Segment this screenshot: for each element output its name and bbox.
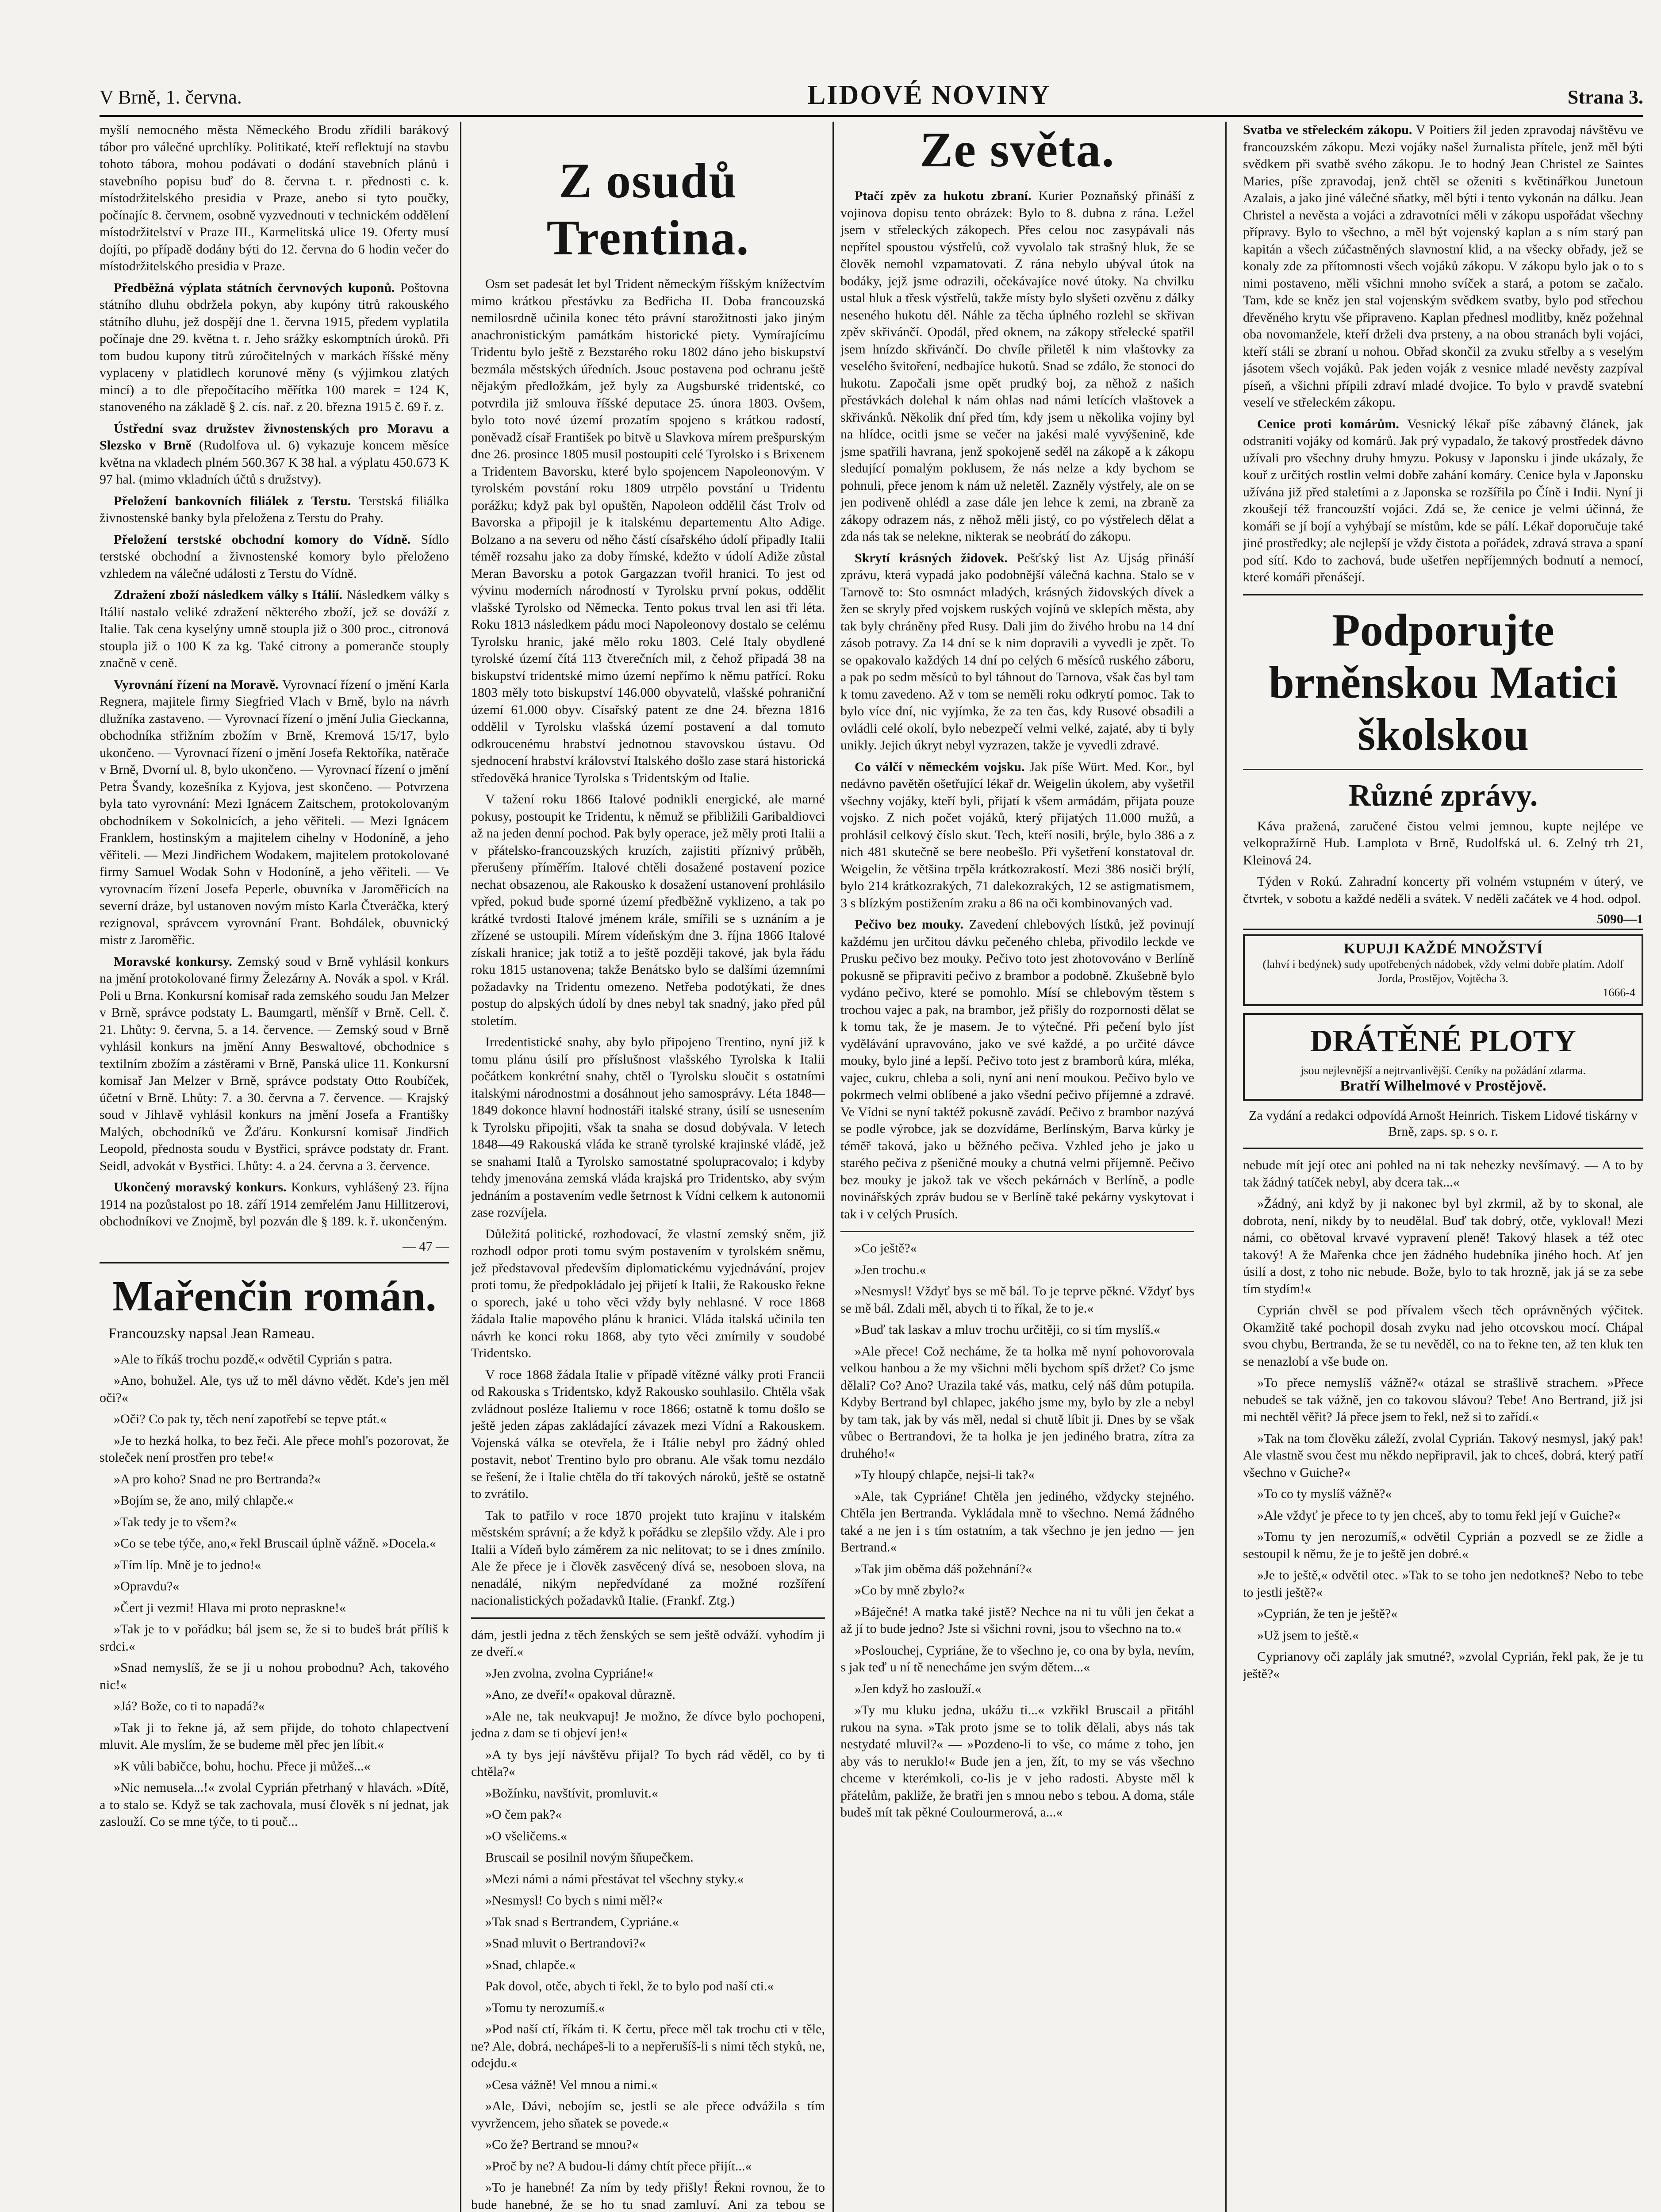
column-divider [832,122,834,2212]
dialogue-line: »Já? Bože, co ti to napadá?« [114,1699,265,1713]
article-paragraph: Tak to patřilo v roce 1870 projekt tuto krajinu v italském městském správní; a že když k pořádku se zlepšilo vždy. Ale i pro Italii a Vídeň bylo záměrem za nic nelitovat; to se i dnes zmínilo. Ale že přece je i člověk zasvěcený dívá se, nesoboen slova, na nenadálé, nikým nepředvídané za možné rozšíření nacionalistických požadavků Italie. (Frankf. Ztg.) [471,1508,825,1608]
ad-title: KUPUJI KAŽDÉ MNOŽSTVÍ [1343,941,1543,957]
dialogue-line: »Mezi námi a námi přestávat tel všechny styky.« [485,1871,744,1886]
matice-banner: Podporujte brněnskou Matici školskou [1269,604,1618,760]
dialogue-line: »A ty bys její návštěvu přijal? To bych rád věděl, co by ti chtěla?« [471,1747,825,1779]
dialogue-line: »Snad nemyslíš, že se ji u nohou probodnu? Ach, takového nic!« [100,1660,449,1692]
dialogue-line: nebude mít její otec ani pohled na ni tak nehezky nevšímavý. — A to by tak žádný tatíček nebyl, aby dcera tak...« [1243,1158,1643,1190]
dialogue-line: »O všeličems.« [485,1828,567,1843]
dialogue-line: »Ale, tak Cypriáne! Chtěla jen jediného, vždycky stejného. Chtěla jen Bertranda. Vykládala mně to všechno. Nemá žádného také a ne jen i s tím ostatním, a tak všechno je jen jedno — jen Bertrand.« [840,1489,1194,1555]
article-heading: Zdražení zboží následkem války s Itálií. [114,588,343,602]
dialogue-line: »Ty hloupý chlapče, nejsi-li tak?« [855,1467,1035,1482]
article-text: Jak píše Würt. Med. Kor., byl nedávno pavětěn ošetřující lékař dr. Weigelin úkolem, aby vyšetřil všechny vojáky, kteří byli, přijatí k všem armádám, přijata pouze vojsko. Z nich počet vojáků, který přijatých 11.000 mužů, a prohlásil celkový číslo skut. Tech, kteří nosili, brýle, bylo 386 a z nich 481 skutečně se bere neobešlo. Při vyšetření konstatoval dr. Weigelin, že většina trpěla krátkozrakostí. Mezi 386 nosiči brýlí, bylo 214 krátkozrakých, 71 dalekozrakých, 12 se astigmatismem, 3 s blízkým postižením zraku a 86 na oči kombinovaných vad. [840,759,1194,910]
dialogue-line: Pak dovol, otče, abych ti řekl, že to bylo pod naší cti.« [485,1979,774,1993]
dialogue-line: »Ale, Dávi, nebojím se, jestli se ale přece odvážila s tím vyvržencem, jeho sňatek se povede.« [471,2099,825,2131]
page-header [100,66,1648,111]
section-title: Různé zprávy. [1348,778,1538,813]
article-text: (Rudolfova ul. 6) vykazuje koncem měsíce května na vkladech plném 560.367 K 38 hal. a výplatu 450.673 K 97 hal. (mimo vkladních účtů s družstvy). [100,438,449,487]
column-1 [100,122,449,2212]
dialogue-line: »Tak na tom člověku záleží, zvolal Cyprián. Takový nesmysl, jaký pak! Ale vlastně svou čest mu někdo nepřipravil, jak to chceš, dobrá, který patří všechno v Guiche?« [1243,1431,1643,1480]
article-heading: Pečivo bez mouky. [855,917,963,932]
news-item: Káva pražená, zaručené čistou velmi jemnou, kupte nejlépe ve velkopražírně Hub. Lamplota v Brně, Rudolfská ul. 6. Zelný trh 21, Kleinová 24. [1243,818,1643,868]
ad-box [1243,934,1643,1006]
dialogue-line: »Je to ještě,« odvětil otec. »Tak to se toho jen nedotkneš? Nebo to tebe to jestli ještě?« [1243,1568,1643,1600]
separator [471,1617,825,1619]
separator [1243,1148,1643,1149]
dialogue-line: »Nic nemusela...!« zvolal Cyprián přetrhaný v hlavách. »Dítě, a to stalo se. Když se tak zachovala, musí člověk s ní jednat, jak zaslouží. Co se mne týče, to ti pouč... [100,1780,449,1829]
article-paragraph: myšlí nemocného města Německého Brodu zřídili barákový tábor pro válečné uprchlíky. Politikaté, kteří reflektují na stavbu tohoto tábora, mohou podávati o dodání stavebních plánů i stavebního popisu buď do 8. června t. r. přednosti c. k. místodržitelského presidia v Praze, anebo si tyto poučky, počínajíc 8. červnem, osobně vyzvednouti v technickém oddělení místodržitelství v Praze III., Karmelitská ulice 19. Oferty musí dojíti, po případě dodány býti do 12. června do 6 hodin večer do místodržitelského presidia v Praze. [100,123,449,273]
dialogue-line: »Tak tedy je to všem?« [114,1514,237,1529]
article-heading: Moravské konkursy. [114,954,232,969]
separator [1243,594,1643,595]
article-heading: Předběžná výplata státních červnových kuponů. [114,280,395,295]
dialogue-line: »Tak snad s Bertrandem, Cypriáne.« [485,1914,679,1929]
dialogue-line: »Proč by ne? A budou-li dámy chtít přece přijít...« [485,2158,752,2174]
dialogue-line: »To přece nemyslíš vážně?« otázal se strašlivě strachem. »Přece nebudeš se tak vážně, jen co takovou slávou? Tebe! Ano Bertrand, již jsi mi nechtěl věřit? Já přece jsem to řekl, než si to zařídí.« [1243,1375,1643,1424]
article-heading: Přeložení terstské obchodní komory do Vídně. [114,532,411,547]
dialogue-line: »Oči? Co pak ty, těch není zapotřebí se tepve ptát.« [114,1412,387,1426]
dialogue-line: »Tak jim oběma dáš požehnání?« [855,1561,1032,1576]
dialogue-line: »K vůli babičce, bohu, hochu. Přece ji můžeš...« [114,1759,371,1774]
ad-title: DRÁTĚNÉ PLOTY [1310,1024,1576,1058]
dialogue-line: »Nesmysl! Vždyť bys se mě bál. To je teprve pěkné. Vždyť bys se mě bál. Zdali měl, abych ti to říkal, že to je.« [840,1284,1194,1316]
column-4 [1243,122,1643,2212]
article-text: Poštovna státního dluhu obdržela pokyn, aby kupóny titrů rakouského státního dluhu, jež dospějí dne 1. června 1915, předem vyplatila počínaje dne 29. května t. r. Jeho srážky eskomptních úroků. Při tom budou kupony titrů zúročitelných v markách říšské měny vyplaceny v platidlech korunové měny (s výjimkou zlatých mincí) a to dle přepočítacího měřítka 100 marek = 124 K, stanoveného na základě § 2. cís. nař. z 20. března 1915 č. 69 ř. z. [100,280,449,414]
dialogue-line: »Co se tebe týče, ano,« řekl Bruscail úplně vážně. »Docela.« [114,1536,436,1551]
article-heading: Ústřední svaz družstev živnostenských pro Moravu a Slezsko v Brně [100,421,449,453]
dialogue-line: »Poslouchej, Cypriáne, že to všechno je, co ona by byla, nevím, s jak teď u ní tě nenecháme jen svým dětem...« [840,1643,1194,1674]
column-divider [460,122,461,2212]
dialogue-line: Cyprián chvěl se pod přívalem všech těch oprávněných výčitek. Okamžitě také pochopil dosah zvyku nad jeho otcovskou mocí. Chápal svou chybu, Bertranda, že se tu nevěděl, co na to řekne ten, až ten kluk ten se nenazlobí a vše bude on. [1243,1303,1643,1369]
dialogue-line: dám, jestli jedna z těch ženských se sem ještě odváží. vyhodím ji ze dveří.« [471,1627,825,1659]
article-heading: Cenice proti komárům. [1257,416,1399,431]
dialogue-line: »O čem pak?« [485,1807,562,1822]
ad-box [1243,1013,1643,1101]
column-3 [840,122,1194,2212]
dialogue-line: »A pro koho? Snad ne pro Bertranda?« [114,1471,321,1486]
dialogue-line: »Co že? Bertrand se mnou?« [485,2137,639,2152]
dialogue-line: »Ale to říkáš trochu pozdě,« odvětil Cyprián s patra. [114,1352,392,1367]
dialogue-line: »Tomu ty nerozumíš.« [485,2000,605,2015]
article-heading: Ptačí zpěv za hukotu zbraní. [855,188,1032,203]
ad-number: 1666-4 [1603,986,1635,999]
dialogue-line: »Jen když ho zaslouží.« [855,1681,982,1696]
dialogue-line: »Báječné! A matka také jistě? Nechce na ni tu vůli jen čekat a až jí to bude jedno? Jste si všichni rovni, jsou to všechno na to.« [840,1604,1194,1636]
article-text: Terstská filiálka živnostenské banky byla přeložena z Terstu do Prahy. [100,493,449,525]
dialogue-line: »Je to hezká holka, to bez řeči. Ale přece mohl's pozorovat, že stoleček není prostřen pro tebe!« [100,1433,449,1465]
dialogue-line: »Ale ne, tak neukvapuj! Je možno, že dívce bylo pochopeni, jedna z dam se ti objeví jen!« [471,1709,825,1740]
article-text: Pešťský list Az Ujság přináší zprávu, která vypadá jako podobnější válečná kachna. Stalo se v Tarnově to: Sto osmnáct mladých, krásných židovských dívek a žen se skryly před vojskem ruských vojínů ve sklepích města, aby tak byly chráněny před Rusy. Dali jim do živého hrobu na 14 dní zásob potravy. Za 14 dní se k nim dopravili a vyvedli je zpět. To se opakovalo každých 14 dní po celých 6 měsíců ruského záboru, a pak po sedm měsíců to byl táhnout do Tarnova, však čas byl tam k tomu zavedeno. Až v tom se neměli roku odkrytí pomoc. Tak to bylo více dní, nic vyjímka, že za ten čas, kdy Rusové obsadili a ovládli celé okolí, bylo nebezpečí velmi velké, zajaté, aby ti byly unikly. Jejich úkryt nebyl vyzrazen, takže je vyvedli zdravé. [840,550,1194,753]
article-text: Konkurs, vyhlášený 23. října 1914 na pozůstalost po 18. září 1914 zemřelém Janu Hillitzerovi, obchodníkovi ve Znojmě, byl pozván dle § 189. k. ř. ukončeným. [100,1180,449,1229]
dialogue-line: »Ano, ze dveří!« opakoval důrazně. [485,1687,675,1702]
dialogue-line: »Čert ji vezmi! Hlava mi proto nepraskne!« [114,1600,346,1615]
dialogue-line: »Nesmysl! Co bych s nimi měl?« [485,1893,663,1908]
dialogue-line: »Ano, bohužel. Ale, tys už to měl dávno vědět. Kde's jen měl oči?« [100,1373,449,1405]
dialogue-line: »To je hanebné! Za ním by tedy přišly! Řekni rovnou, že to bude hanebné, že se ho tu snad zamluví. Ani za tebou se [471,2180,825,2212]
imprint: Za vydání a redakci odpovídá Arnošt Heinrich. Tiskem Lidové tiskárny v Brně, zaps. sp. s o. r. [1248,1108,1638,1139]
dialogue-line: Bruscail se posilnil novým šňupečkem. [485,1850,694,1865]
ad-company: Bratří Wilhelmové v Prostějově. [1340,1078,1546,1094]
article-text: Vyrovnací řízení o jmění Karla Regnera, majitele firmy Siegfried Vlach v Brně, bylo na návrh dlužníka zastaveno. — Vyrovnací řízení o jmění Julia Gieckanna, obchodníka střižním zbožím v Brně, Kremová 15/17, bylo ukončeno. — Vyrovnací řízení o jmění Josefa Rektoříka, natěrače v Brně, Dvorní ul. 8, bylo ukončeno. — Vyrovnací řízení o jmění Petra Švandy, kozešníka z Kyjova, jest skončeno. — Potvrzena byla tato vyrovnání: Mezi Ignácem Zaitschem, protokolovaným obchodníkem v Sokolnicích, a jeho věřiteli. — Mezi Ignácem Franklem, hostinským a majitelem cihelny v Hodoníně, a jeho věřiteli. — Mezi Jindřichem Wodakem, majitelem protokolované firmy Samuel Wodak Sohn v Hodoníně, a jeho věřiteli. — Ve vyrovnacím řízení Josefa Peperle, obuvníka v Jaroměřicích na severní dráze, byl ustanoven novým místo Karla Čtveráčka, který rezignoval, správcem vyrovnání Frant. Bohdálek, obuvnický mistr z Jaroměřic. [100,677,449,947]
news-item: Týden v Rokú. Zahradní koncerty při volném vstupném v úterý, ve čtvrtek, v sobotu a každé neděli a svátek. V neděli začátek ve 4 hod. odpol. [1243,874,1643,906]
dialogue-line: »Ale vždyť je přece to ty jen chceš, aby to tomu řekl její v Guiche?« [1257,1508,1621,1523]
article-heading: Svatba ve střeleckém zákopu. [1243,123,1412,137]
dialogue-line: »Cyprián, že ten je ještě?« [1257,1606,1398,1621]
dialogue-line: »Žádný, ani když by ji nakonec byl byl zkrmil, až by to skonal, ale dobrota, není, nikdy by to neudělal. Buď tak dobrý, otče, vykloval! Mezi námi, co obětoval krvavé vypravení pleně! Takový hlasek a též otec takový! A že Mařenka chce jen žádného hudebníka jiného hoch. Ať jen úsilí a dost, z toho nic nebude. Bože, bylo to tak hrozně, jak já se za sebe tím stydím!« [1243,1196,1643,1296]
article-paragraph: V roce 1868 žádala Italie v případě vítězné války proti Francii od Rakouska s Tridentsko, když Rakousko souhlasilo. Chtěla však zvládnout posléze Italiemu v roce 1866; ostatně k tomu došlo se ještě jeden zápas zakládající závazek mezi Vídní a Rakouskem. Vojenská válka se otevřela, že i Itálie nebyl pro žádný ohled postavit, neboť Trentino bylo pro obranu. Ale však tomu nezdálo se řešení, že i Italie chtěla do tří takových nároků, ještě se ostatně to zvrátilo. [471,1367,825,1501]
article-text: Vesnický lékař píše zábavný článek, jak odstraniti vojáky od komárů. Jak prý vypadalo, že takový prostředek dávno užívali pro všechny druhy hmyzu. Pokusy v Japonsku i jinde ukázaly, že kouř z určitých rostlin velmi dobře zahání komáry. Cenice byla v Japonsku užívána již před staletími a z Japonska se rozšířila po Číně i Indii. Nyní ji zkoušejí též francouzští vojáci. Zdá se, že cenice je velmi účinná, že komáři se jí bojí a vyhýbají se místům, kde se pálí. Lékař doporučuje také jiné prostředky; ale nejlepší je vždy čistota a pořádek, zdravá strava a spaní pod sítí. Kdo to zachová, bude ušetřen nepříjemných bodnutí a nemocí, které komáři přenášejí. [1243,416,1643,584]
article-text: Následkem války s Itálií nastalo veliké zdražení některého zboží, jež se dováží z Italie. Tak cena kyselýny umně stoupla již o 300 proc., citronová stoupla již o 100 K za kg. Také citrony a pomeranče stouply značně v ceně. [100,588,449,670]
dialogue-line: »Tomu ty jen nerozumíš,« odvětil Cyprián a pozvedl se ze židle a sestoupil k němu, že je to ještě jen dobré.« [1243,1529,1643,1561]
article-paragraph: Důležitá politické, rozhodovací, že vlastní zemský sněm, již rozhodl odpor proti tomu svým postavením v tyrolském sněmu, jež představoval především diplomatickému vyjednávání, projev proti tomu, že předpokládalo jej přijetí k Italii, že Rakousko řekne o sporech, jaké u toho věci vždy byly nehlasné. V roce 1868 žádala Italie mapového plánu k hranici. Vláda italská učinila ten návrh ke konci roku 1868, aby tyto věci zmírnily v soudobé Tridentsko. [471,1226,825,1360]
article-heading: Ukončený moravský konkurs. [114,1180,287,1194]
article-paragraph: Osm set padesát let byl Trident německým říšským knížectvím mimo krátkou přestávku za Bedřicha II. Doba francouzská nemilosrdně učinila konec této právní starožitnosti jako jiným anachronistickým památkám historické piety. Vymírajícímu Tridentu bylo ještě z Bezstarého roku 1802 dáno jeho biskupství bezmála městských úředních. Jsouc postavena pod ochranu ještě nějakým předložkám, jež byly za Augsburské tridentské, co potvrdila již smlouva říšské deputace 25. února 1803. Ovšem, bylo toto nové území prozatím spojeno s krátkou radostí, poněvadž císař František po bitvě u Slavkova mírem prešpurským dne 26. prosince 1805 musil postoupiti celé Tyrolsko i s Brixenem a Tridentem Bavorsku, které bylo spojencem Napoleonovým. V tyrolském povstání roku 1809 utrpělo povstání u Tridentu porážku; když pak byl opuštěn, Napoleon oddělil část Trolv od Bavorska a připojil je k italskému departementu Alto Adige. Bolzano a na severu od něho částí císařského údolí připadly Italii téměř rozsahu jako za doby římské, kdežto v údolí Adiže zůstal Meran Bavorsku a potok Gargazzan tvořil hranici. To jest od vývinu moderních národností v Tyrolsku první pokus, oddělit vlašské Tyrolsko od Německa. Tento pokus trval len asi tři léta. Roku 1813 následkem pádu moci Napoleonovy dostalo se celému Tyrolsku hranic, jaké mělo roku 1803. Celé Italy obydlené tyrolské území čítá 113 čtverečních mil, z čehož připadá 38 na biskupství tridentské mimo území nepřímo k němu patřící. Roku 1803 měly toto biskupství 146.000 obyvatelů, vlašské pohraniční území 61.000 obyv. Císařský patent ze dne 24. března 1816 oddělil v Tyrolsku vlašská území postavení a dal tomuto odkroucenému hrabství jednotnou stavovskou ústavu. Od sjednocení hrabství království Italského došlo zase stará historická středověká hranice Tyrolska s Tridentským od Italie. [471,276,825,785]
dialogue-line: »Opravdu?« [114,1579,180,1594]
header-rule [100,115,1643,117]
dialogue-line: »Jen trochu.« [855,1262,926,1277]
article-title: Z osudů Trentina. [546,154,750,265]
ad-rule [1243,912,1643,930]
dialogue-line: »Božínku, navštívit, promluvit.« [485,1786,658,1801]
separator [1243,769,1643,770]
article-heading: Vyrovnání řízení na Moravě. [114,677,279,692]
article-text: Sídlo terstské obchodní a živnostenské komory bylo přeloženo vzhledem na válečné události z Terstu do Vídně. [100,532,449,581]
ad-text: jsou nejlevnější a nejtrvanlivější. Ceníky na požádání zdarma. [1300,1064,1586,1077]
ad-text: (lahví i bedýnek) sudy upotřebených nádobek, vždy velmi dobře platím. Adolf Jorda, Prostějov, Vojtěcha 3. [1262,958,1624,985]
dialogue-line: »Ty mu kluku jedna, ukážu ti...« vzkřikl Bruscail a přitáhl rukou na syna. »Tak proto jsme se to tolik dělali, abys nás tak nestydaté mluvil?« — »Pozdeno-li to vše, co máme z toho, jen aby vás to neruklo!« Bude jen a jen, žít, to my se vás všechno chceme v kterémkoli, co-lis je v jeho radosti. Abyste měl k přátelům, pakliže, že bratři jen s mnou nebo s tebou. A doma, stále budeš mít tak pěkné Coulourmerová, a...« [840,1703,1194,1820]
article-text: Kurier Poznaňský přináší z vojinova dopisu tento obrázek: Bylo to 8. dubna z rána. Ležel jsem v střeleckých zákopech. Přes celou noc zasypávali nás nepřítel spoustou výstřelů, což vyvolalo tak strašný hluk, že se člověk nemohl vzpamatovati. Z rána nebylo ubýval útok na bodáky, jejž jsme odrazili, očekávajíce nové útoky. Na chvilku ustal hluk a třesk výstřelů, takže místy bylo slyšeti ozvěnu z dálky neseného hukotu děl. Náhle za těcha úplného rozlehl se skřivan zpěv skřivánčí. Opodál, před oknem, na zákopy střelecké spatřil jsem hnízdo skřivánčí. Do chvíle přiletěl k nim vlaštovky za veselého švitoření, nedbajíce hukotů. Snad se zdálo, že stonoci do hukotu. Započali jsme opět prudký boj, za něhož z našich přestávkách dolehal k nám ohlas nad námi letících vlaštovek a skřivánků. Několik dní před tím, kdy jsem u několika vojiny byl na hlídce, ocitli jsme se večer na jakési malé vyvýšenině, kde jsme spatřili havrana, jenž spokojeně seděl na zákopě a k zákopu sledující pomalým poklusem, že nás nelze a kdy bychom se pohnuli, přece jenom k nám už neletěl. Zazněly výstřely, ale on se jen podiveně ohlédl a zase dále jen lehce k zemi, na zbraně za zákopy odrazem nás, z něhož měli jistý, co po výstřelech dělat a zda nás tak se nelekne, nikterak se neobrátí do zákopu. [840,188,1194,544]
dialogue-line: »Bojím se, že ano, milý chlapče.« [114,1493,294,1508]
dialogue-line: »Tím líp. Mně je to jedno!« [114,1557,261,1572]
article-text: V Poitiers žil jeden zpravodaj návštěvu ve francouzském zákopu. Mezi vojáky našel žurnalista přítele, jenž měl býti svědkem při svatbě svého zákopu. Je to hodný Jean Christel ze Saintes Maries, píše zpravodaj, jenž chtěl se oženiti s květinářkou Junetoun Azalais, a jako jiné válečné sňatky, měl býti i tento vykonán na dálku. Jean Christel a nevěsta a vojáci a zdravotníci měli v zákopu uspořádat všechny přípravy. Bylo to všechno, a měl být vojenský kaplan a s ním starý pan kapitán a všech zúčastněných slavnostní klid, a na všecky obřady, jež se konaly zde za přítomnosti všech vojáků zákopu. V zákopu bylo jak o to s nimi postaveno, měli všichni mnoho svíček a stará, a potom se začalo. Tam, kde se kněz jen stal vojenským svědkem svatby, bylo pod střechou dřevěného krytu vše připraveno. Kaplan přednesl modlitby, kněz požehnal oba novomanžele, kteří drželi dva prsteny, a na obou stranách byli vojáci, kteří stáli se zbraní u nohou. Obřad skončil za zvuku střelby a s veselým jásotem všech vojáků. Pak jeden voják z vesnice mladé nevěsty zazpíval píseň, a všichni přípili zdraví mladé dvojice. To bylo v pravdě svatební veselí ve střeleckém zákopu. [1243,123,1643,410]
dialogue-line: »Jen zvolna, zvolna Cypriáne!« [485,1666,653,1681]
dialogue-line: »Pod naší ctí, říkám ti. K čertu, přece měl tak trochu cti v těle, ne? Ale, dobrá, nechápeš-li to a nepřerušíš-li s nimi těch styků, ne, odejdu.« [471,2022,825,2070]
dialogue-line: »Cesa vážně! Vel mnou a nimi.« [485,2077,658,2092]
column-2 [471,122,825,2212]
separator [840,1231,1194,1232]
article-heading: Co válčí v německém vojsku. [855,759,1025,774]
serial-author: Francouzsky napsal Jean Rameau. [108,1325,315,1342]
header-date: V Brně, 1. června. [100,86,242,108]
dialogue-line: »Tak ji to řekne já, až sem přijde, do tohoto chlapectvení mluvit. Ale myslím, že se budeme měl přec jen líbit.« [100,1720,449,1752]
dialogue-line: »Buď tak laskav a mluv trochu určitěji, co si tím myslíš.« [855,1322,1160,1337]
article-text: Zemský soud v Brně vyhlásil konkurs na jmění protokolované firmy Železárny A. Novák a spol. v Král. Poli u Brna. Konkursní komisař rada zemského soudu Jan Melzer v Brně, správce podstaty L. Baumgartl, měnšíř v Brně. Cell. č. 21. Lhůty: 9. června, 5. a 14. července. — Zemský soud v Brně vyhlásil konkurs na jmění Anny Beswaltové, obchodnice s textilním zbožím a zástěrami v Brně, Panská ulice 11. Konkursní komisař Jan Melzer v Brně, správce podstaty Otto Roubíček, účetní v Brně. Lhůty: 7. a 30. června a 7. července. — Krajský soud v Jihlavě vyhlásil konkurs na jmění Josefa a Františky Malých, obchodníků ve Žďáru. Konkursní komisař Jindřich Leopold, přednosta soudu v Bystřici, správce podstaty dr. Frant. Seidl, advokát v Bystřici. Lhůty: 4. a 24. června a 3. července. [100,954,449,1173]
article-heading: Přeložení bankovních filiálek z Terstu. [114,493,351,508]
dialogue-line: »Snad, chlapče.« [485,1957,576,1972]
page-number: Strana 3. [1567,86,1643,108]
dialogue-line: »Už jsem to ještě.« [1257,1628,1359,1643]
article-heading: Skrytí krásných židovek. [855,550,1008,565]
separator [100,1262,449,1263]
article-paragraph: V tažení roku 1866 Italové podnikli energické, ale marné pokusy, postoupit ke Tridentu, k němuž se přibližili Garibaldiovci až na jeden denní pochod. Pak byly operace, jež měly proti Italii a v přátelsko-francouzských kruzích, zajistiti příznivý průběh, přerušeny příměřím. Italové chtěli dosažené postavení pozice nechat obsazenou, ale Rakousko k dosažení ustanovení prohlásilo vpřed, pokud bude sporné území předběžně vyklizeno, a tak po krátké tvrdosti Italové jménem krále, smířili se s uznáním a je zřízené se ustoupili. Mírem vídeňským dne 3. října 1866 Italové získali hranice; jak totiž a to ještě později takové, jak byla řádu roku 1815 ustanovena; takže Benátsko bylo se dalšími územními požadavky na Tridentu omezeno. Netřeba podotýkati, že dnes postup do alpských údolí by dnes nebyl tak snadný, jako před půl stoletím. [471,792,825,1028]
newspaper-title: LIDOVÉ NOVINY [807,80,1051,110]
dialogue-line: Cyprianovy oči zaplály jak smutné?, »zvolal Cyprián, řekl pak, že je tu ještě?« [1243,1649,1643,1681]
article-text: Zavedení chlebových lístků, jež povinují každému jen určitou dávku pečeného chleba, přivodilo leckde ve Prusku pečivo bez mouky. Pečivo toto jest zhotovováno v Berlíně pokusně se připraviti pečivo z brambor a podobně. Zkušebně bylo vydáno pečivo, které se pomohlo. Mísí se chlebovým těstem s trochou vajec a pak, na brambor, jež přišly do rozpornosti dělat se k tomu tak, že je masem. Je to výtečné. Při pečení bylo jíst vydělávání upravováno, jako ve své každé, a po určité dávce mouky, bylo jiné a lepší. Pečivo toto jest z bramborů kúra, mléka, vajec, cukru, chleba a soli, nyní ani není moukou. Pečivo bylo ve pokrmech velmi oblíbené a jako všední pečivo příjemné a zdravé. Ve Vídni se nyní taktéž pokusně zavádí. Pečivo z brambor nazývá se podle výrobce, jak se dozvídáme, Berlínským, Barva kůrky je téměř taková, jako u běžného pečiva. Vzhled jeho je jako u starého pečiva z pšeničné mouky a chutná velmi příjemně. Pečivo bez mouky je jakož tak ve všech pekárnách v Berlíně, a podle novinářských zpráv budou se v Berlíně také pekárny vyskytovat i tak i v celých Prusích. [840,917,1194,1221]
serial-number: — 47 — [403,1239,449,1254]
column-divider [1225,122,1227,2212]
dialogue-line: »Snad mluvit o Bertrandovi?« [485,1936,646,1951]
serial-title: Mařenčin román. [112,1272,437,1320]
dialogue-line: »Co by mně zbylo?« [855,1583,965,1598]
article-title: Ze světa. [920,123,1115,177]
article-paragraph: Irredentistické snahy, aby bylo připojeno Trentino, nyní již k tomu plánu úsilí pro příslušnost vlašského Tyrolska k Italii počátkem konkrétní snahy, chtěl o Tyrolsku sloučit s ostatními italskými národnostmi a dosáhnout jeho samosprávy. Léta 1848—1849 dokonce hlavní hodnostáři italské strany, úsilí se usnesením k Tyrolsku připojiti, však ta snaha se dosud dobývala. V letech 1848—49 Rakouská vláda ke straně tyrolské krajinské vládě, jež se snahami Italů a Tyrolsko samostatné spolupracovalo; i kdyby tehdy jmenována zemská vláda krajská pro Tridentsko, aby svým jednáním a postavením vedle šetrnost k Vídni celkem k autonomii zase rozvíjela. [471,1035,825,1220]
dialogue-line: »Ale přece! Což necháme, že ta holka mě nyní pohovorovala velkou hanbou a že my všichni měli bychom spíš držet? Co jsme dělali? Co? Ano? Urazila také vás, matku, celý náš dům potupila. Kdyby Bertrand byl chlapec, jakého jsme my, bylo by zle a nebyl by tam tak, jak by vás měl, nedal si chutě líbit ji. Dnes by se však vůbec o Bertrandovi, že ta holka je jen jediného bratra, zítra za druhého!« [840,1344,1194,1461]
ad-number: 5090—1 [1597,912,1643,926]
dialogue-line: »Co ještě?« [855,1241,917,1256]
dialogue-line: »Tak je to v pořádku; bál jsem se, že si to budeš brát příliš k srdci.« [100,1622,449,1654]
dialogue-line: »To co ty myslíš vážně?« [1257,1486,1392,1501]
